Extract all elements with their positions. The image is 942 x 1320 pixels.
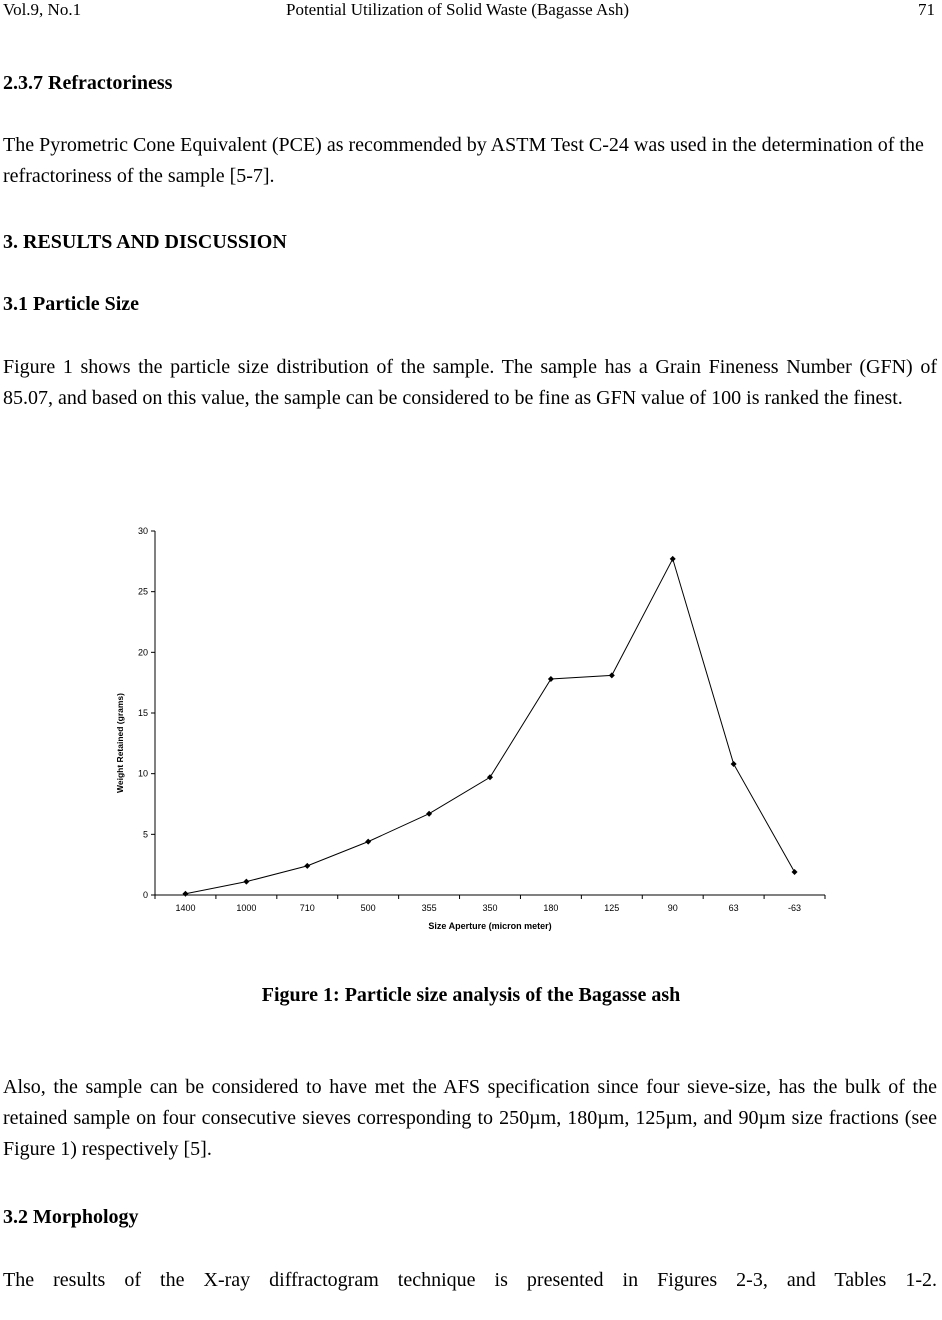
heading-results-discussion: 3. RESULTS AND DISCUSSION (3, 231, 287, 253)
data-point (792, 869, 798, 875)
data-point (426, 811, 432, 817)
x-tick-label: 355 (421, 903, 437, 913)
journal-volume: Vol.9, No.1 (3, 0, 82, 19)
x-tick-label: -63 (788, 903, 802, 913)
x-tick-label: 63 (728, 903, 739, 913)
y-tick-label: 30 (137, 526, 148, 536)
heading-morphology: 3.2 Morphology (3, 1206, 139, 1228)
x-tick-label: 90 (667, 903, 678, 913)
y-ticks (138, 526, 155, 900)
data-point (243, 879, 249, 885)
x-tick-label: 1000 (236, 903, 257, 913)
page-number: 71 (918, 0, 935, 19)
y-tick-label: 20 (137, 647, 148, 658)
x-axis-label: Size Aperture (micron meter) (428, 921, 552, 931)
data-point (304, 863, 310, 869)
heading-particle-size: 3.1 Particle Size (3, 293, 140, 315)
x-tick-label: 350 (482, 903, 498, 913)
chart-axes (155, 531, 825, 895)
data-markers (182, 556, 797, 897)
y-tick-label: 25 (137, 586, 148, 597)
data-point (365, 839, 371, 845)
running-title: Potential Utilization of Solid Waste (Bagasse Ash) (286, 0, 629, 19)
data-point (731, 761, 737, 767)
data-point (182, 891, 188, 897)
data-point (609, 672, 615, 678)
series-line (185, 559, 794, 894)
paragraph-morphology: The results of the X-ray diffractogram technique is presented in Figures 2-3, and Tables 1-2. (3, 1269, 937, 1291)
x-tick-label: 125 (604, 903, 620, 913)
data-point (548, 676, 554, 682)
y-tick-label: 10 (137, 768, 148, 779)
x-tick-label: 1400 (175, 903, 196, 913)
x-tick-label: 500 (360, 903, 376, 913)
x-tick-label: 180 (543, 903, 559, 913)
x-tick-label: 710 (299, 903, 315, 913)
paragraph-refractoriness: The Pyrometric Cone Equivalent (PCE) as recommended by ASTM Test C-24 was used in the determination of the refractoriness of the sample [5-7]. (3, 134, 924, 187)
y-tick-label: 0 (142, 890, 148, 900)
figure-caption: Figure 1: Particle size analysis of the Bagasse ash (261, 984, 681, 1006)
y-tick-label: 5 (142, 829, 148, 840)
particle-size-chart (0, 505, 942, 945)
data-point (670, 556, 676, 562)
data-point (487, 774, 493, 780)
heading-refractoriness: 2.3.7 Refractoriness (3, 72, 173, 94)
x-ticks (155, 895, 825, 913)
y-axis-label: Weight Retained (grams) (115, 693, 125, 793)
paragraph-particle-size: Figure 1 shows the particle size distribution of the sample. The sample has a Grain Fineness Number (GFN) of 85.07, and based on this value, the sample can be considered to be fine as GFN value of 100 is ranked the finest. (3, 356, 937, 409)
paragraph-afs-specification: Also, the sample can be considered to have met the AFS specification since four sieve-size, has the bulk of the retained sample on four consecutive sieves corresponding to 250µm, 180µm, 125µm, and 90µm size fractions (see Figure 1) respectively [5]. (3, 1076, 937, 1160)
y-tick-label: 15 (137, 708, 148, 718)
running-header (0, 0, 942, 22)
